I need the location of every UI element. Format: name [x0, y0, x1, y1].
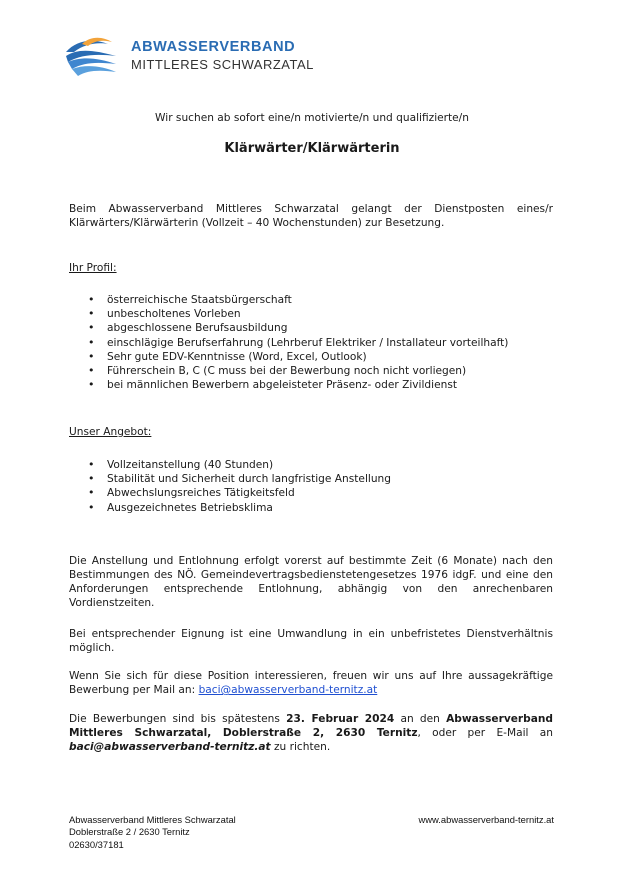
footer-org: Abwasserverband Mittleres Schwarzatal — [69, 814, 236, 825]
deadline-text: an den — [394, 713, 447, 725]
conversion-paragraph: Bei entsprechender Eignung ist eine Umwandlung in ein unbefristetes Dienstverhältnis möglich. — [69, 628, 553, 654]
profile-heading: Ihr Profil: — [69, 262, 117, 274]
list-item: • Sehr gute EDV-Kenntnisse (Word, Excel, Outlook) — [69, 350, 508, 364]
deadline-text: , oder per E-Mail an — [417, 727, 553, 739]
list-item: • einschlägige Berufserfahrung (Lehrberuf Elektriker / Installateur vorteilhaft) — [69, 336, 508, 350]
deadline-text: zu richten. — [270, 741, 331, 753]
job-title: Klärwärter/Klärwärterin — [224, 141, 400, 156]
employment-paragraph: Die Anstellung und Entlohnung erfolgt vorerst auf bestimmte Zeit (6 Monate) nach den Bestimmungen des NÖ. Gemeindevertragsbedienstetengesetzes 1976 idgF. und eine den Anforderungen entsprechende Entlohnung, abhängig von den anrechenbaren Vordienstzeiten. — [69, 555, 553, 609]
offer-list — [69, 458, 391, 515]
recipient-address: Abwasserverband Mittleres Schwarzatal, Doblerstraße 2, 2630 Ternitz — [69, 713, 554, 739]
job-description: Beim Abwasserverband Mittleres Schwarzatal gelangt der Dienstposten eines/r Klärwärters/Klärwärterin (Vollzeit – 40 Wochenstunden) zur Besetzung. — [69, 203, 553, 229]
brand-name: ABWASSERVERBAND — [131, 39, 296, 55]
email-link[interactable]: baci@abwasserverband-ternitz.at — [198, 684, 378, 696]
list-item: • Abwechslungsreiches Tätigkeitsfeld — [69, 486, 391, 500]
deadline-email[interactable]: baci@abwasserverband-ternitz.at — [69, 741, 271, 753]
footer-address-block — [69, 814, 236, 851]
list-item: • Stabilität und Sicherheit durch langfristige Anstellung — [69, 472, 391, 486]
footer-phone: 02630/37181 — [69, 838, 124, 850]
profile-list — [69, 293, 508, 392]
list-item: • Ausgezeichnetes Betriebsklima — [69, 501, 391, 515]
brand-subtitle: MITTLERES SCHWARZATAL — [131, 57, 314, 72]
list-item: • Führerschein B, C (C muss bei der Bewerbung noch nicht vorliegen) — [69, 364, 508, 378]
list-item: • abgeschlossene Berufsausbildung — [69, 321, 508, 335]
list-item: • österreichische Staatsbürgerschaft — [69, 293, 508, 307]
list-item: • unbescholtenes Vorleben — [69, 307, 508, 321]
list-item: • bei männlichen Bewerbern abgeleisteter Präsenz- oder Zivildienst — [69, 378, 508, 392]
interest-text: Wenn Sie sich für diese Position interessieren, freuen wir uns auf Ihre aussagekräftige Bewerbung per Mail an: — [69, 670, 553, 696]
list-item: • Vollzeitanstellung (40 Stunden) — [69, 458, 391, 472]
footer-address: Doblerstraße 2 / 2630 Ternitz — [69, 826, 190, 838]
deadline-text: Die Bewerbungen sind bis spätestens — [69, 713, 287, 725]
deadline-paragraph — [69, 712, 553, 754]
deadline-date: 23. Februar 2024 — [286, 713, 395, 725]
water-wave-logo-icon — [64, 34, 118, 78]
intro-text: Wir suchen ab sofort eine/n motivierte/n und qualifizierte/n — [155, 112, 469, 124]
footer-website[interactable]: www.abwasserverband-ternitz.at — [418, 814, 554, 825]
offer-heading: Unser Angebot: — [69, 426, 152, 438]
interest-paragraph — [69, 669, 553, 697]
